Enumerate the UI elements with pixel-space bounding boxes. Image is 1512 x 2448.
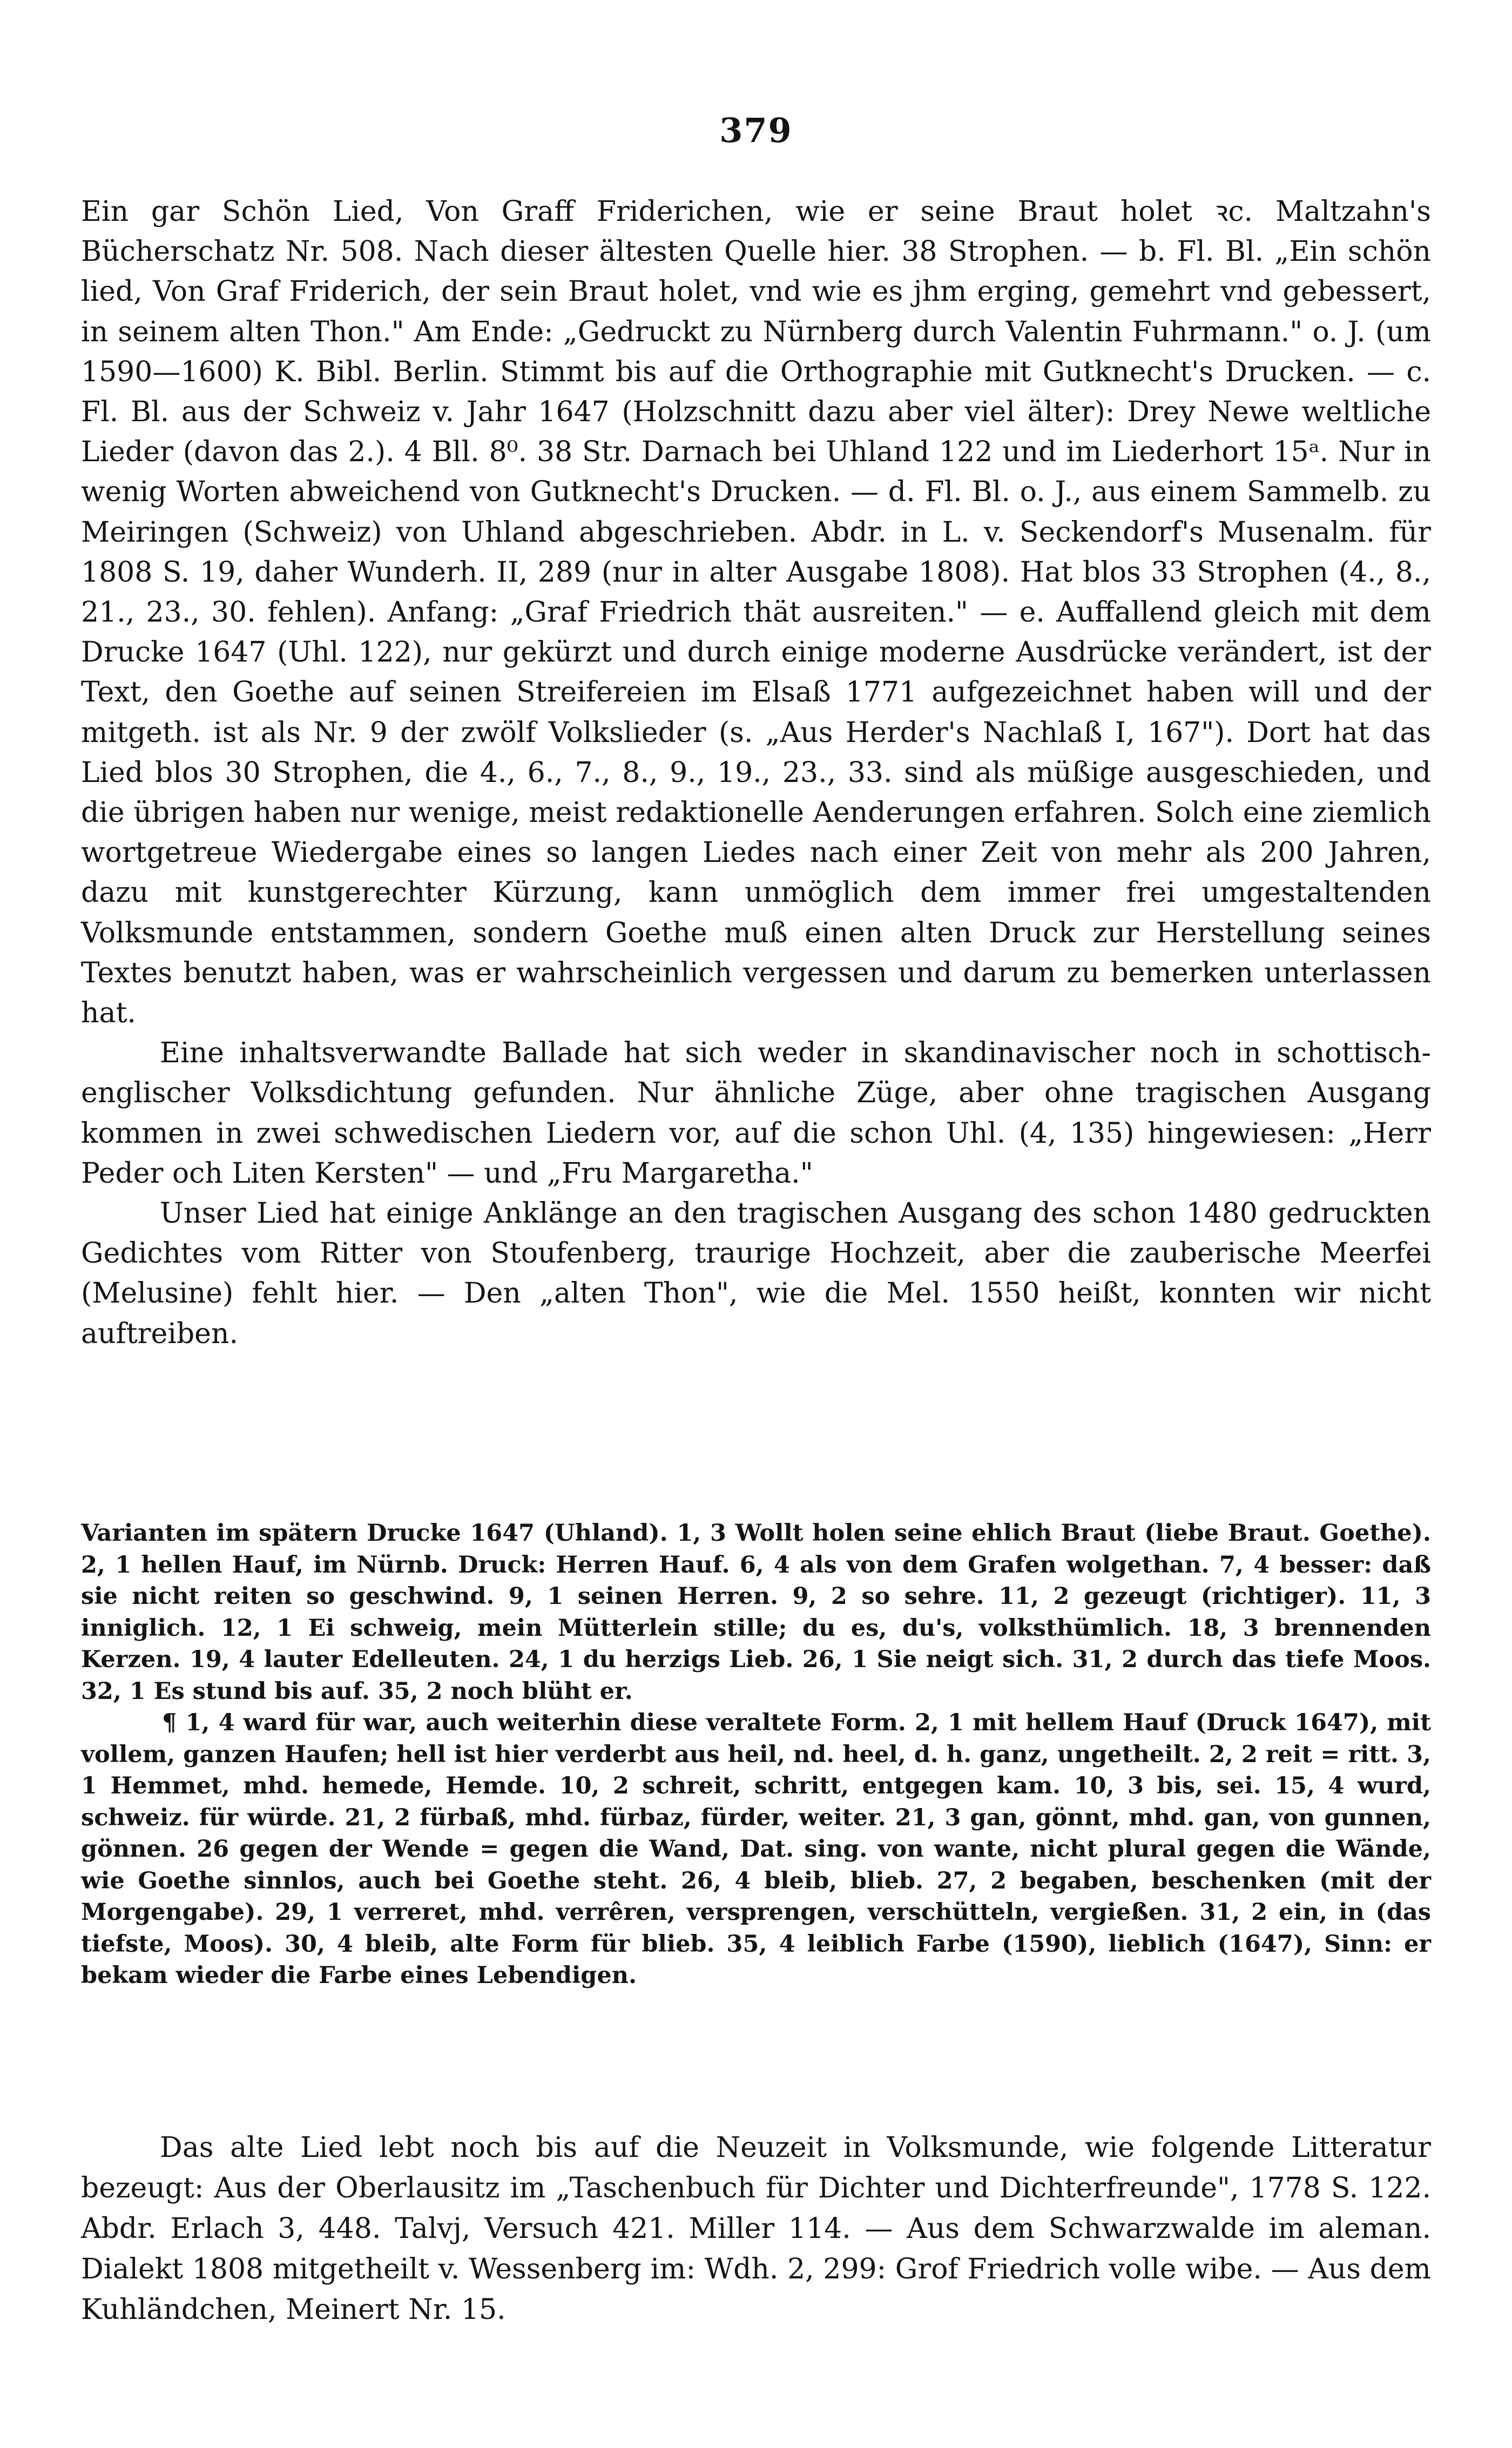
closing-text-block [81, 2128, 1431, 2330]
glossary-paragraph: ¶ 1, 4 ward für war, auch weiterhin diese veraltete Form. 2, 1 mit hellem Hauf (Druck 1647), mit vollem, ganzen Haufen; hell ist hier verderbt aus heil, nd. heel, d. h. ganz, ungetheilt. 2, 2 reit = ritt. 3, 1 Hemmet, mhd. hemede, Hemde. 10, 2 schreit, schritt, entgegen kam. 10, 3 bis, sei. 15, 4 wurd, schweiz. für würde. 21, 2 fürbaß, mhd. fürbaz, fürder, weiter. 21, 3 gan, gönnt, mhd. gan, von gunnen, gönnen. 26 gegen der Wende = gegen die Wand, Dat. sing. von wante, nicht plural gegen die Wände, wie Goethe sinnlos, auch bei Goethe steht. 26, 4 bleib, blieb. 27, 2 begaben, beschenken (mit der Morgengabe). 29, 1 verreret, mhd. verrêren, versprengen, verschütteln, vergießen. 31, 2 ein, in (das tiefste, Moos). 30, 4 bleib, alte Form für blieb. 35, 4 leiblich Farbe (1590), lieblich (1647), Sinn: er bekam wieder die Farbe eines Lebendigen. [81, 1709, 1431, 1989]
stoufenberg-paragraph: Unser Lied hat einige Anklänge an den tragischen Ausgang des schon 1480 gedruckten Gedichtes vom Ritter von Stoufenberg, traurige Hochzeit, aber die zauberische Meerfei (Melusine) fehlt hier. — Den „alten Thon", wie die Mel. 1550 heißt, konnten wir nicht auftreiben. [81, 1197, 1431, 1350]
page-number: 379 [719, 111, 793, 150]
source-description-paragraph: Ein gar Schön Lied, Von Graff Friderichen, wie er seine Braut holet ꝛc. Maltzahn's Bücherschatz Nr. 508. Nach dieser ältesten Quelle hier. 38 Strophen. — b. Fl. Bl. „Ein schön lied, Von Graf Friderich, der sein Braut holet, vnd wie es jhm erging, gemehrt vnd gebessert, in seinem alten Thon." Am Ende: „Gedruckt zu Nürnberg durch Valentin Fuhrmann." o. J. (um 1590—1600) K. Bibl. Berlin. Stimmt bis auf die Orthographie mit Gutknecht's Drucken. — c. Fl. Bl. aus der Schweiz v. Jahr 1647 (Holzschnitt dazu aber viel älter): Drey Newe weltliche Lieder (davon das 2.). 4 Bll. 8⁰. 38 Str. Darnach bei Uhland 122 und im Liederhort 15ᵃ. Nur in wenig Worten abweichend von Gutknecht's Drucken. — d. Fl. Bl. o. J., aus einem Sammelb. zu Meiringen (Schweiz) von Uhland abgeschrieben. Abdr. in L. v. Seckendorf's Musenalm. für 1808 S. 19, daher Wunderh. II, 289 (nur in alter Ausgabe 1808). Hat blos 33 Strophen (4., 8., 21., 23., 30. fehlen). Anfang: „Graf Friedrich thät ausreiten." — e. Auffallend gleich mit dem Drucke 1647 (Uhl. 122), nur gekürzt und durch einige moderne Ausdrücke verändert, ist der Text, den Goethe auf seinen Streifereien im Elsaß 1771 aufgezeichnet haben will und der mitgeth. ist als Nr. 9 der zwölf Volkslieder (s. „Aus Herder's Nachlaß I, 167"). Dort hat das Lied blos 30 Strophen, die 4., 6., 7., 8., 9., 19., 23., 33. sind als müßige ausgeschieden, und die übrigen haben nur wenige, meist redaktionelle Aenderungen erfahren. Solch eine ziemlich wortgetreue Wiedergabe eines so langen Liedes nach einer Zeit von mehr als 200 Jahren, dazu mit kunstgerechter Kürzung, kann unmöglich dem immer frei umgestaltenden Volksmunde entstammen, sondern Goethe muß einen alten Druck zur Herstellung seines Textes benutzt haben, was er wahrscheinlich vergessen und darum zu bemerken unterlassen hat. [81, 195, 1431, 1030]
variants-paragraph: Varianten im spätern Drucke 1647 (Uhland). 1, 3 Wollt holen seine ehlich Braut (liebe Braut. Goethe). 2, 1 hellen Hauf, im Nürnb. Druck: Herren Hauf. 6, 4 als von dem Grafen wolgethan. 7, 4 besser: daß sie nicht reiten so geschwind. 9, 1 seinen Herren. 9, 2 so sehre. 11, 2 gezeugt (richtiger). 11, 3 inniglich. 12, 1 Ei schweig, mein Mütterlein stille; du es, du's, volksthümlich. 18, 3 brennenden Kerzen. 19, 4 lauter Edelleuten. 24, 1 du herzigs Lieb. 26, 1 Sie neigt sich. 31, 2 durch das tiefe Moos. 32, 1 Es stund bis auf. 35, 2 noch blüht er. [81, 1520, 1431, 1705]
related-ballads-paragraph: Eine inhaltsverwandte Ballade hat sich weder in skandinavischer noch in schottisch-englischer Volksdichtung gefunden. Nur ähnliche Züge, aber ohne tragischen Ausgang kommen in zwei schwedischen Liedern vor, auf die schon Uhl. (4, 135) hingewiesen: „Herr Peder och Liten Kersten" — und „Fru Margaretha." [81, 1037, 1431, 1190]
main-text-block [81, 192, 1431, 1354]
oral-tradition-paragraph: Das alte Lied lebt noch bis auf die Neuzeit in Volksmunde, wie folgende Litteratur bezeugt: Aus der Oberlausitz im „Taschenbuch für Dichter und Dichterfreunde", 1778 S. 122. Abdr. Erlach 3, 448. Talvj, Versuch 421. Miller 114. — Aus dem Schwarzwalde im aleman. Dialekt 1808 mitgetheilt v. Wessenberg im: Wdh. 2, 299: Grof Friedrich volle wibe. — Aus dem Kuhländchen, Meinert Nr. 15. [81, 2132, 1431, 2326]
variants-notes-block [81, 1518, 1431, 1992]
